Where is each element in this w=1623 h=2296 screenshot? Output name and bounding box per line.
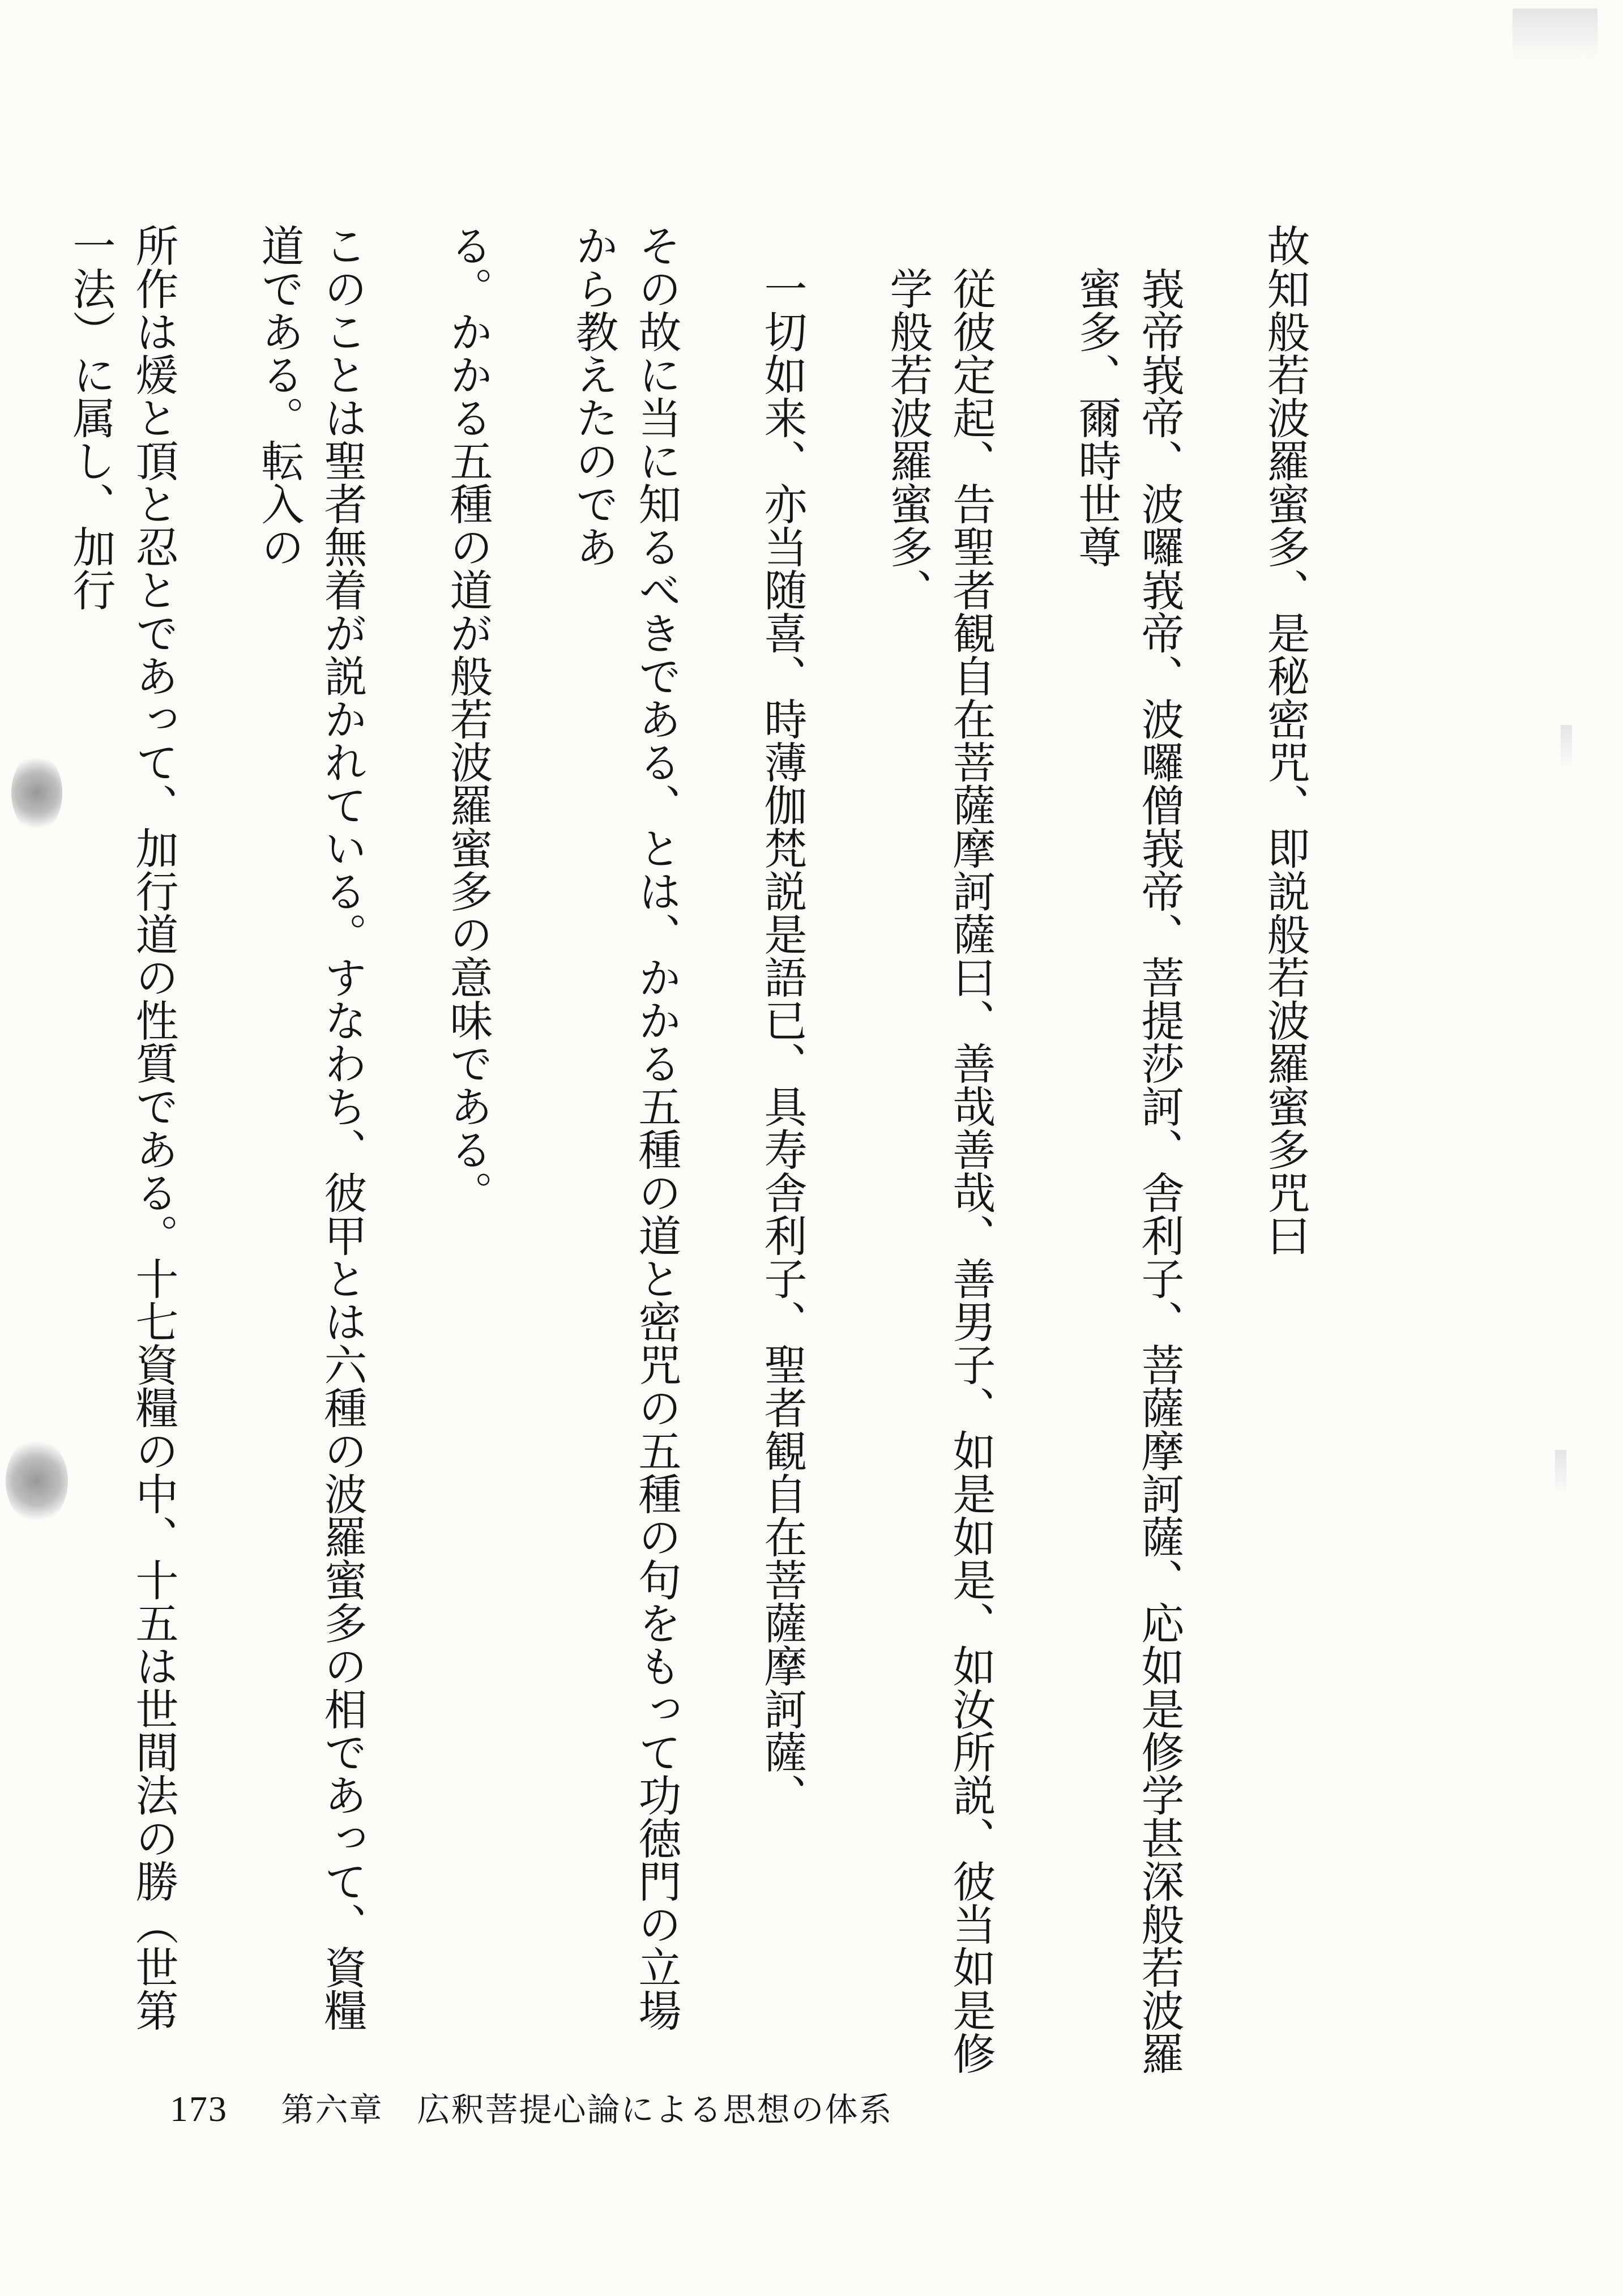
chapter-title: 第六章 広釈菩提心論による思想の体系 [281, 2092, 893, 2128]
scan-speck-right-lower [1555, 1450, 1566, 1495]
scan-speck-right-upper [1561, 725, 1572, 770]
quoted-sutra-line-1: 故知般若波羅蜜多、是秘密咒、即説般若波羅蜜多咒曰 [1260, 224, 1310, 1257]
commentary-line-1: その故に当に知るべきである、とは、かかる五種の道と密咒の五種の句をもって功徳門の立場から教えたのであ [569, 224, 682, 2032]
page-number: 173 [170, 2089, 228, 2129]
commentary-line-4: 所作は煖と頂と忍とであって、加行道の性質である。十七資糧の中、十五は世間法の勝（世第一法）に属し、加行 [66, 224, 179, 2032]
quoted-sutra-line-2: 峩帝峩帝、波囉峩帝、波囉僧峩帝、菩提莎訶、舎利子、菩薩摩訶薩、応如是修学甚深般若波羅蜜多、爾時世尊 [1071, 267, 1185, 2075]
commentary-line-2: る。かかる五種の道が般若波羅蜜多の意味である。 [443, 224, 493, 1214]
quoted-sutra-line-4: 一切如来、亦当随喜、時薄伽梵説是語已、具寿舎利子、聖者観自在菩薩摩訶薩、 [757, 267, 808, 1816]
page-footer [170, 2083, 893, 2131]
vertical-main-text [0, 224, 1379, 2075]
commentary-line-3: このことは聖者無着が説かれている。すなわち、彼甲とは六種の波羅蜜多の相であって、資糧道である。転入の [254, 224, 368, 2032]
scan-speck-top-right [1513, 8, 1598, 59]
quoted-sutra-line-3: 従彼定起、告聖者観自在菩薩摩訶薩曰、善哉善哉、善男子、如是如是、如汝所説、彼当如是修学般若波羅蜜多、 [883, 267, 996, 2075]
